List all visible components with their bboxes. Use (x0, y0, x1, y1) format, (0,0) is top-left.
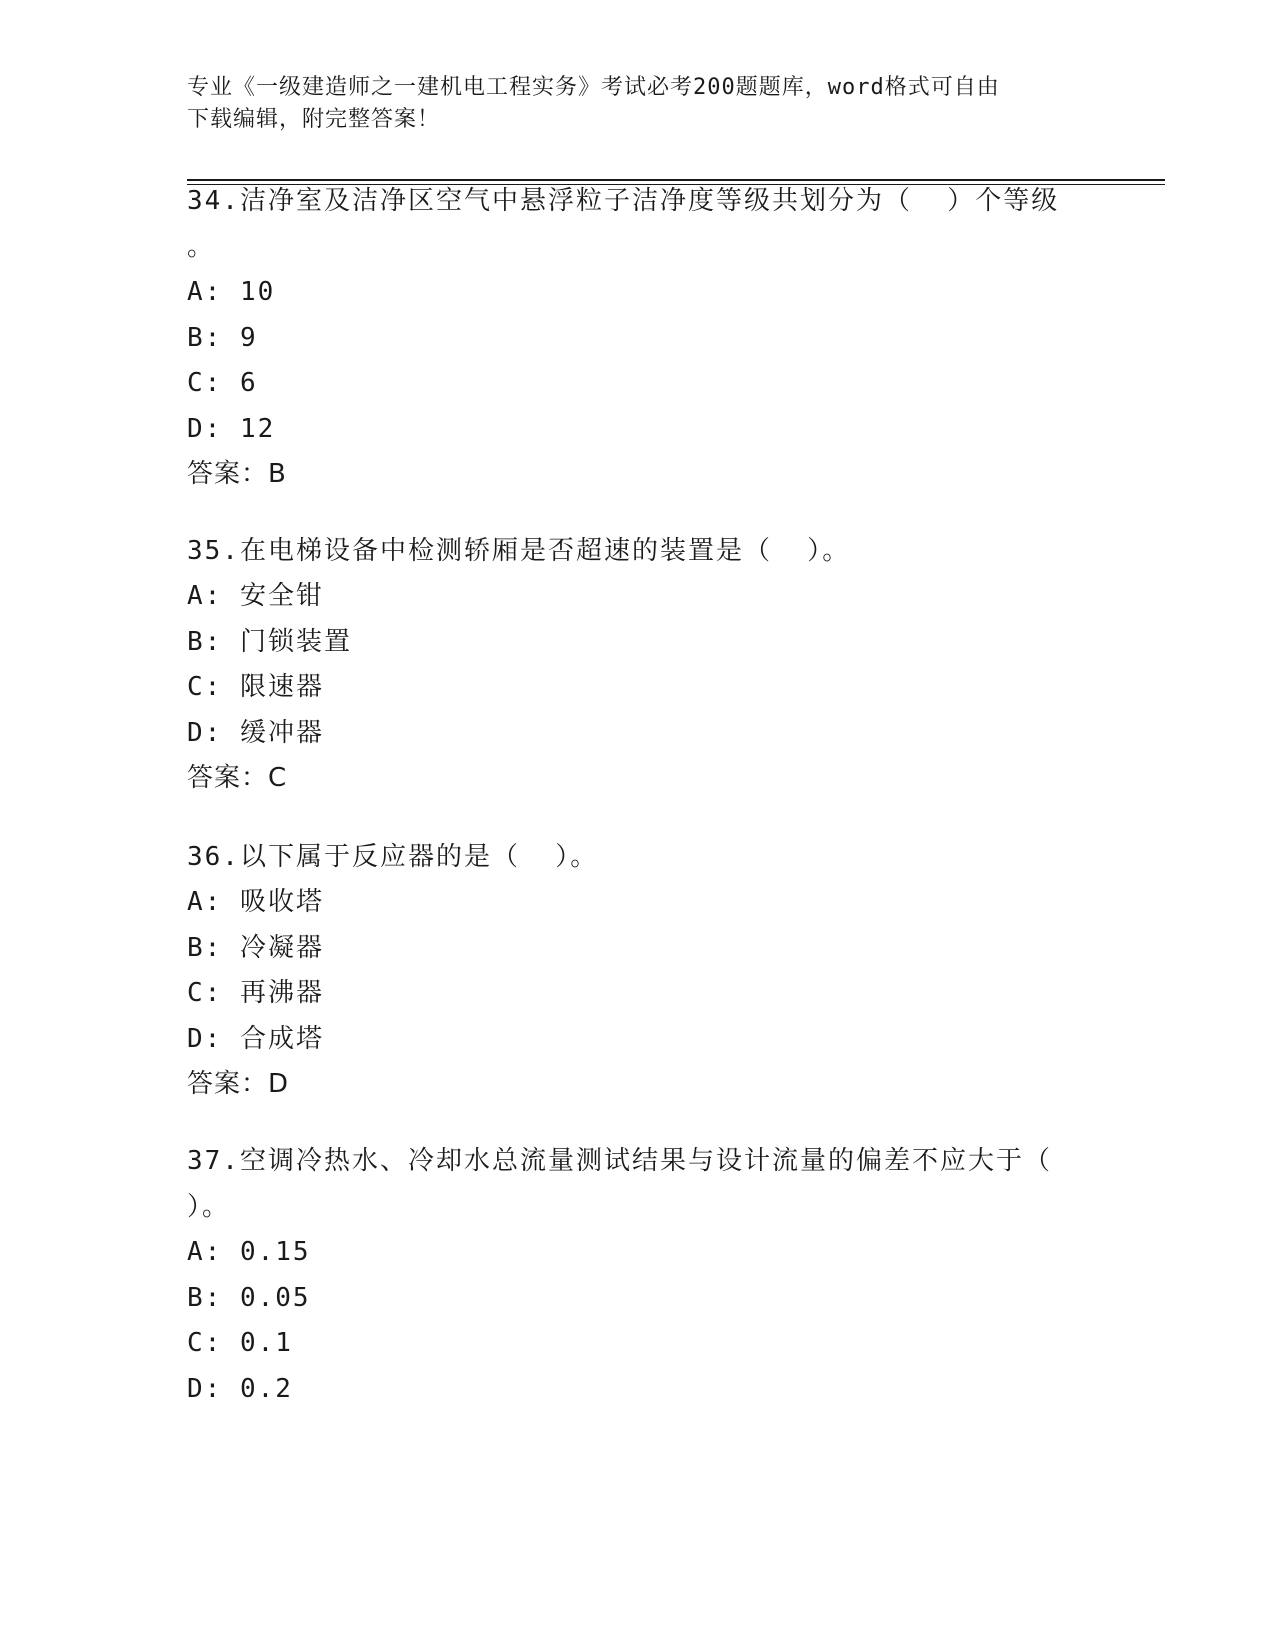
question-text: 36.以下属于反应器的是（ ）。 (187, 842, 599, 872)
question-text: 35.在电梯设备中检测轿厢是否超速的装置是（ ）。 (187, 536, 851, 566)
answer-line: 答案：D (187, 1069, 290, 1099)
option-a: A: 10 (187, 277, 276, 307)
option-a: A: 0.15 (187, 1237, 311, 1267)
option-a: A: 安全钳 (187, 581, 324, 611)
option-b: B: 0.05 (187, 1282, 311, 1313)
document-header (187, 72, 1067, 136)
option-d: D: 合成塔 (187, 1023, 324, 1054)
question-text-continuation: 。 (187, 232, 216, 262)
question-text: 34.洁净室及洁净区空气中悬浮粒子洁净度等级共划分为（ ）个等级 (187, 186, 1060, 216)
option-c: C: 再沸器 (187, 978, 324, 1008)
option-c: C: 限速器 (187, 672, 324, 702)
option-b: B: 门锁装置 (187, 626, 352, 657)
option-b: B: 9 (187, 322, 258, 353)
option-d: D: 12 (187, 413, 276, 444)
question-35 (187, 528, 1087, 800)
question-37 (187, 1138, 1087, 1412)
option-b: B: 冷凝器 (187, 932, 324, 963)
question-text-continuation: ）。 (187, 1192, 231, 1222)
question-36 (187, 834, 1087, 1106)
header-line-2: 下载编辑，附完整答案！ (187, 107, 441, 132)
header-line-1: 专业《一级建造师之一建机电工程实务》考试必考200题题库，word格式可自由 (187, 75, 1000, 100)
question-text: 37.空调冷热水、冷却水总流量测试结果与设计流量的偏差不应大于（ (187, 1146, 1052, 1176)
option-c: C: 6 (187, 368, 258, 398)
answer-line: 答案：B (187, 459, 287, 489)
option-d: D: 0.2 (187, 1373, 293, 1404)
option-d: D: 缓冲器 (187, 717, 324, 748)
question-34 (187, 178, 1087, 496)
option-a: A: 吸收塔 (187, 887, 324, 917)
answer-line: 答案：C (187, 763, 288, 793)
option-c: C: 0.1 (187, 1328, 293, 1358)
